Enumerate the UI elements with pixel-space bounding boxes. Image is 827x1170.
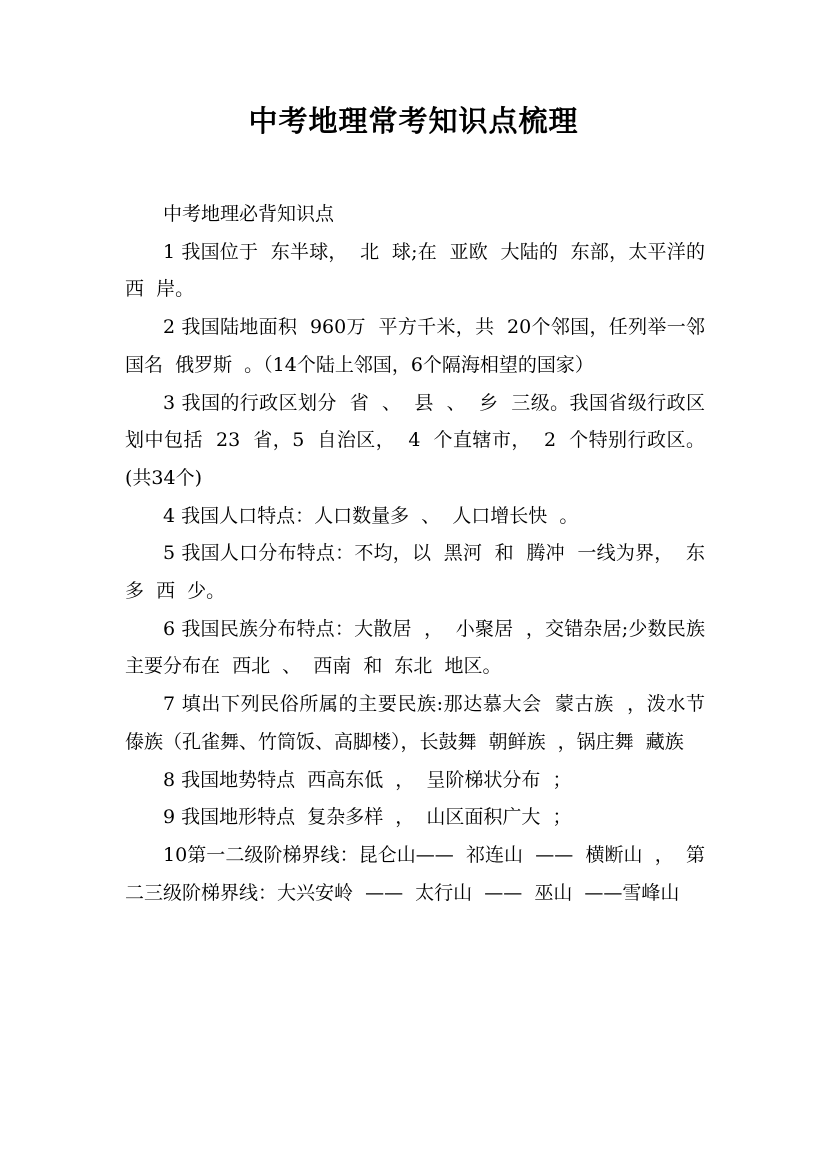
document-title: 中考地理常考知识点梳理 (248, 104, 579, 138)
paragraph-item-9: 9 我国地形特点 复杂多样 ， 山区面积广大 ； (163, 806, 572, 829)
paragraph-item-1: 1 我国位于 东半球， 北 球;在 亚欧 大陆的 东部，太平洋的 西 岸。 (125, 240, 718, 301)
paragraph-item-7: 7 填出下列民俗所属的主要民族:那达慕大会 蒙古族 ，泼水节 傣族（孔雀舞、竹筒饭、高脚楼），长鼓舞 朝鲜族 ，锅庄舞 藏族 (125, 693, 718, 753)
paragraph-item-8: 8 我国地势特点 西高东低 ， 呈阶梯状分布 ； (163, 768, 572, 791)
paragraph-item-4: 4 我国人口特点：人口数量多 、 人口增长快 。 (163, 504, 579, 527)
document-body (125, 196, 718, 912)
paragraph-item-3: 3 我国的行政区划分 省 、 县 、 乡 三级。我国省级行政区划中包括 23 省，5 自治区， 4 个直辖市， 2 个特别行政区。(共34个) (125, 391, 705, 489)
paragraph-heading: 中考地理必背知识点 (163, 203, 335, 225)
paragraph-item-5: 5 我国人口分布特点：不均，以 黑河 和 腾冲 一线为界， 东 多 西 少。 (125, 542, 718, 603)
paragraph-item-6: 6 我国民族分布特点：大散居 ， 小聚居 ，交错杂居;少数民族主要分布在 西北 、 西南 和 东北 地区。 (125, 617, 705, 678)
paragraph-item-10: 10第一二级阶梯界线：昆仑山—— 祁连山 —— 横断山 ， 第二三级阶梯界线：大兴安岭 —— 太行山 —— 巫山 ——雪峰山 (125, 843, 705, 904)
paragraph-item-2: 2 我国陆地面积 960万 平方千米，共 20个邻国，任列举一邻国名 俄罗斯 。（14个陆上邻国，6个隔海相望的国家） (125, 316, 705, 376)
